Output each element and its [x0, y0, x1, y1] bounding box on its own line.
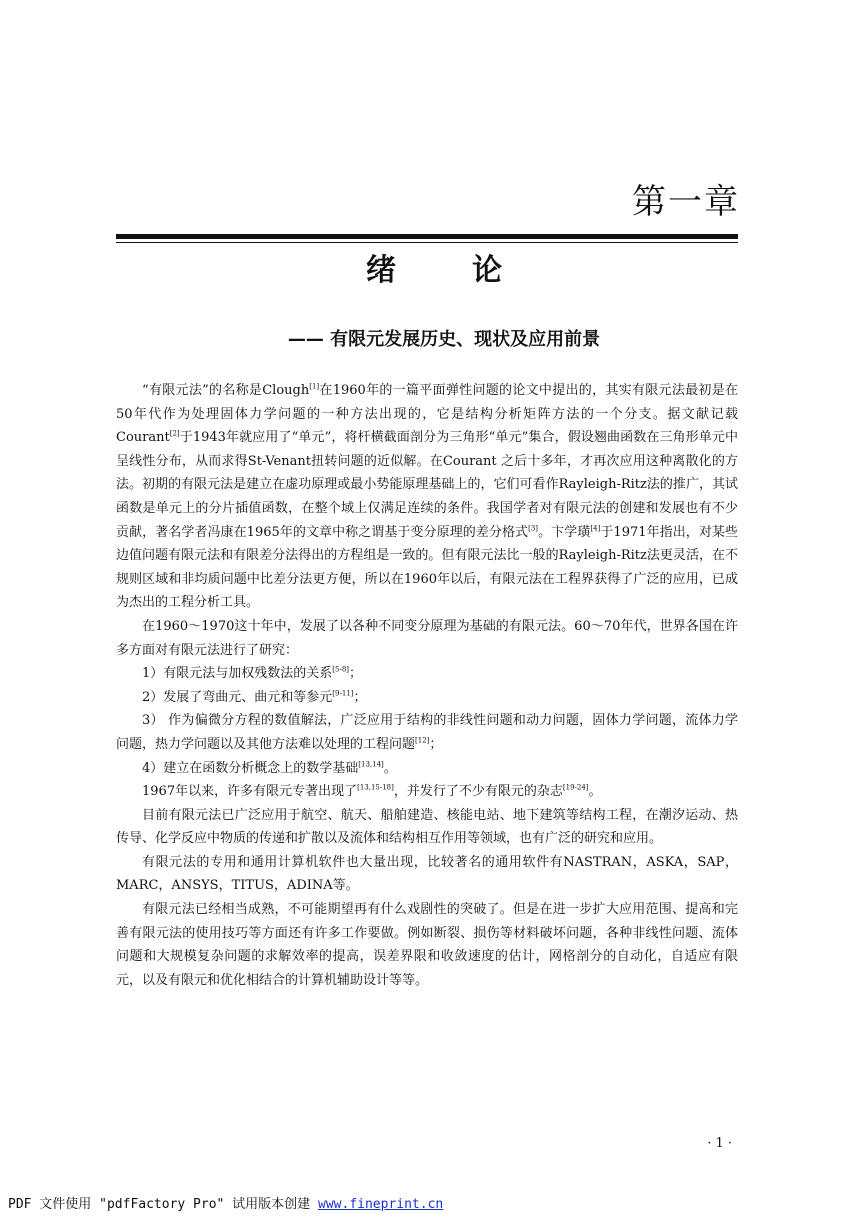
- paragraph-text: 有限元法的专用和通用计算机软件也大量出现，比较著名的通用软件有NASTRAN，ASKA，SAP，MARC，ANSYS，TITUS，ADINA等。: [116, 854, 738, 894]
- paragraph-text: 于1971年指出，对某些边值问题有限元法和有限差分法得出的方程组是一致的。但有限元法比一般的Rayleigh-Ritz法更灵活，在不规则区域和非均质问题中比差分法更方便，所以在1960年以后，有限元法在工程界获得了广泛的应用，已成为杰出的工程分析工具。: [116, 524, 738, 611]
- footer-link[interactable]: www.fineprint.cn: [318, 1197, 444, 1212]
- pdf-footer: [8, 1196, 443, 1214]
- citation-ref: [1]: [309, 382, 320, 391]
- page-number: · 1 ·: [707, 1136, 732, 1151]
- chapter-subtitle: —— 有限元发展历史、现状及应用前景: [287, 329, 601, 350]
- paragraph: [116, 615, 738, 662]
- paragraph-text: ；: [353, 689, 367, 705]
- paragraph-text: 目前有限元法已广泛应用于航空、航天、船舶建造、核能电站、地下建筑等结构工程，在潮汐运动、热传导、化学反应中物质的传递和扩散以及流体和结构相互作用等领域，也有广泛的研究和应用。: [116, 807, 738, 847]
- paragraph-text: ；: [429, 736, 443, 752]
- paragraph: [116, 662, 738, 686]
- citation-ref: [3]: [528, 524, 539, 533]
- paragraph: [116, 709, 738, 756]
- citation-ref: [4]: [590, 524, 601, 533]
- paragraph-text: 。: [383, 760, 397, 776]
- paragraph-text: ；: [349, 666, 363, 682]
- footer-text: PDF 文件使用 "pdfFactory Pro" 试用版本创建: [8, 1197, 319, 1212]
- paragraph-text: 。卞学璜: [538, 524, 591, 540]
- paragraph-text: ，并发行了不少有限元的杂志: [393, 784, 563, 800]
- paragraph-text: 有限元法已经相当成熟，不可能期望再有什么戏剧性的突破了。但是在进一步扩大应用范围、提高和完善有限元法的使用技巧等方面还有许多工作要做。例如断裂、损伤等材料破坏问题，各种非线性问题、流体问题和大规模复杂问题的求解效率的提高，误差界限和收敛速度的估计，网格剖分的自动化，自适应有限元，以及有限元和优化相结合的计算机辅助设计等等。: [116, 902, 738, 988]
- heading-rule-thin: [116, 242, 738, 243]
- paragraph: [116, 757, 738, 781]
- paragraph: [116, 851, 738, 898]
- paragraph-text: 。: [588, 784, 602, 800]
- citation-ref: [19-24]: [562, 783, 589, 792]
- citation-ref: [5-8]: [332, 665, 350, 674]
- paragraph-text: 2）发展了弯曲元、曲元和等参元: [142, 689, 333, 705]
- paragraph-text: “有限元法”的名称是Clough: [142, 383, 310, 398]
- paragraph: [116, 379, 738, 615]
- paragraph-text: 于1943年就应用了“单元”，将杆横截面剖分为三角形“单元”集合，假设翘曲函数在三角形单元中呈线性分布，从而求得St-Venant扭转问题的近似解。在Courant 之后十多年，才再次应用这种离散化的方法。初期的有限元法是建立在虚功原理或最小势能原理基础上的，它们可看作Rayleigh-Ritz法的推广，其试函数是单元上的分片插值函数，在整个域上仅满足连续的条件。我国学者对有限元法的创建和发展也有不少贡献，著名学者冯康在1965年的文章中称之谓基于变分原理的差分格式: [116, 430, 738, 540]
- chapter-title-char-2: 论: [472, 253, 502, 288]
- paragraph-text: 1967年以来，许多有限元专著出现了: [142, 784, 358, 800]
- paragraph-text: 4）建立在函数分析概念上的数学基础: [142, 760, 359, 776]
- citation-ref: [13,14]: [358, 760, 384, 769]
- paragraph: [116, 804, 738, 851]
- paragraph: [116, 686, 738, 710]
- citation-ref: [2]: [169, 429, 180, 438]
- paragraph-text: 在1960年的一篇平面弹性问题的论文中提出的，其实有限元法最初是在50年代作为处理固体力学问题的一种方法出现的，它是结构分析矩阵方法的一个分支。据文献记载Courant: [116, 383, 738, 446]
- heading-rule-thick: [116, 234, 738, 239]
- citation-ref: [13,15-18]: [357, 783, 394, 792]
- paragraph: [116, 898, 738, 992]
- chapter-title: [0, 250, 868, 292]
- body-text: [116, 379, 738, 992]
- paragraph-text: 在1960～1970这十年中，发展了以各种不同变分原理为基础的有限元法。60～70年代，世界各国在许多方面对有限元法进行了研究：: [116, 618, 738, 658]
- paragraph-text: 3） 作为偏微分方程的数值解法，广泛应用于结构的非线性问题和动力问题，固体力学问题，流体力学问题，热力学问题以及其他方法难以处理的工程问题: [116, 713, 738, 752]
- paragraph: [116, 780, 738, 804]
- chapter-heading: 第一章: [632, 182, 740, 222]
- citation-ref: [12]: [415, 736, 430, 745]
- paragraph-text: 1）有限元法与加权残数法的关系: [142, 666, 333, 682]
- citation-ref: [9-11]: [332, 689, 354, 698]
- chapter-title-char-1: 绪: [366, 253, 396, 288]
